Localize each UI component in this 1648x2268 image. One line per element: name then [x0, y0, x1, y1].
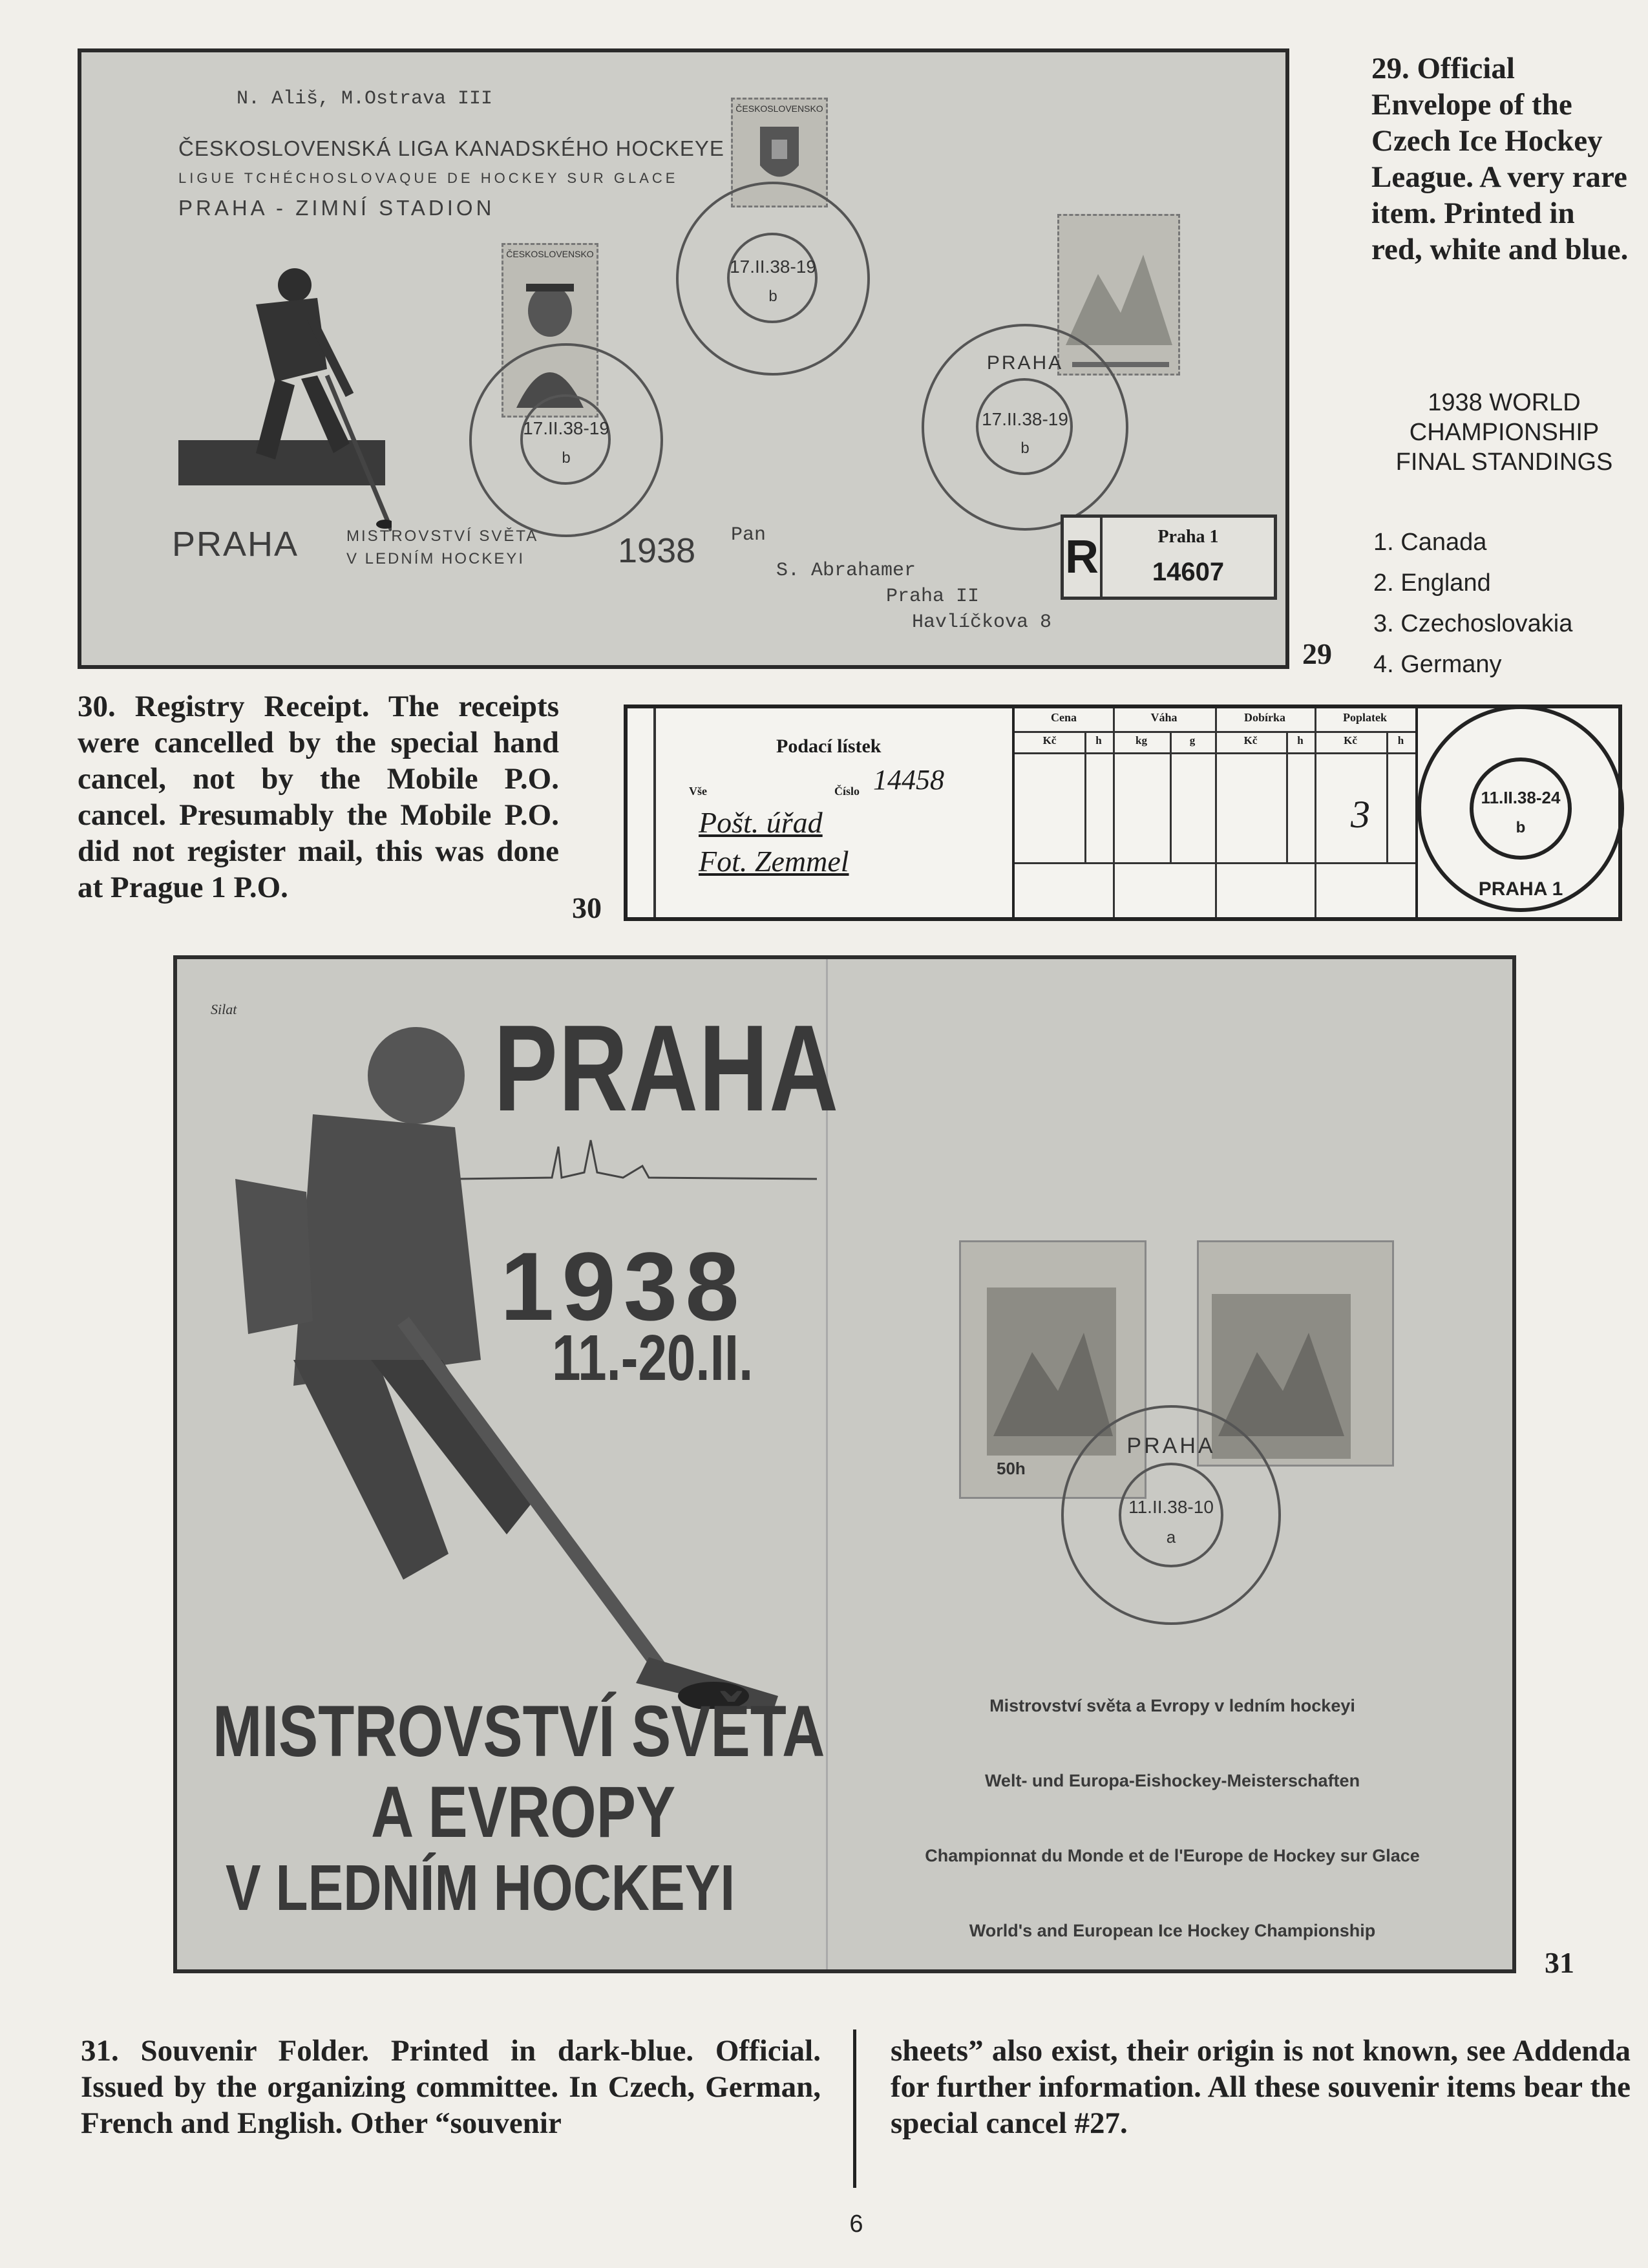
poster-city: PRAHA: [494, 1000, 840, 1137]
poster-year: 1938: [500, 1232, 747, 1341]
receipt-subheader: h: [1297, 734, 1304, 747]
column-divider: [853, 2030, 856, 2188]
folder-line-czech: Mistrovství světa a Evropy v ledním hockeyi: [989, 1696, 1355, 1715]
folder-line-english: World's and European Ice Hockey Championship: [969, 1921, 1376, 1940]
envelope-year: 1938: [618, 531, 696, 570]
receipt-subheader: g: [1189, 734, 1196, 747]
receipt-title: Podací lístek: [776, 736, 882, 757]
souvenir-special-cancel: PRAHA 11.II.38-10 a: [1061, 1405, 1281, 1625]
envelope-league-cz: ČESKOSLOVENSKÁ LIGA KANADSKÉHO HOCKEYE: [178, 136, 724, 160]
envelope-event-line2: V LEDNÍM HOCKEYI: [346, 550, 525, 567]
standings-item: 4. Germany: [1373, 651, 1502, 678]
figure-number-30: 30: [572, 891, 602, 924]
receipt-line1: Pošt. úřad: [699, 806, 823, 839]
figure-number-29: 29: [1302, 637, 1332, 670]
stamp-coat-of-arms: ČESKOSLOVENSKO: [731, 98, 828, 207]
receipt-header: Váha: [1150, 711, 1178, 724]
envelope-image-29: [78, 48, 1289, 669]
poster-title-line2: A EVROPY: [371, 1772, 676, 1852]
receipt-header: Dobírka: [1243, 711, 1285, 724]
receipt-subheader: Kč: [1243, 734, 1258, 747]
receipt-label-number: Číslo: [834, 785, 860, 798]
receipt-header: Poplatek: [1342, 711, 1387, 724]
special-cancel-2: 17.II.38-19 b: [469, 343, 663, 537]
standings-item: 2. England: [1373, 569, 1491, 597]
envelope-sender: N. Ališ, M.Ostrava III: [237, 88, 493, 110]
standings-list: [1373, 522, 1572, 685]
registration-number: 14607: [1152, 558, 1225, 586]
receipt-number-written: 14458: [873, 764, 944, 796]
receipt-cancel: 11.II.38-24 b PRAHA 1: [1417, 705, 1624, 912]
folder-line-german: Welt- und Europa-Eishockey-Meisterschaften: [984, 1771, 1360, 1790]
poster-dates: 11.-20.II.: [552, 1322, 754, 1394]
page-number: 6: [849, 2210, 863, 2238]
registry-receipt-image-30: [624, 705, 1622, 921]
caption-30: 30. Registry Receipt. The receipts were cancelled by the special hand cancel, not by the Mobile P.O. cancel. Presumably the Mobile P.O. did not register mail, this was done at Prague 1 P.O.: [78, 690, 559, 904]
registration-label: [1061, 514, 1277, 600]
receipt-fee-grid: [1012, 708, 1418, 917]
registration-mark: R: [1064, 518, 1103, 597]
standings-title: 1938 WORLD CHAMPIONSHIP FINAL STANDINGS: [1395, 389, 1613, 476]
receipt-subheader: Kč: [1042, 734, 1057, 747]
envelope-city: PRAHA: [172, 525, 299, 564]
stamp-portrait: ČESKOSLOVENSKO: [502, 243, 598, 418]
receipt-header: Cena: [1051, 711, 1077, 724]
addressee-title: Pan: [731, 524, 766, 546]
poster-title-line3: V LEDNÍM HOCKEYI: [226, 1852, 735, 1924]
hockey-player-illustration: [178, 246, 392, 537]
receipt-subheader: Kč: [1344, 734, 1357, 747]
poster-title-line1: MISTROVSTVÍ SVĚTA: [213, 1691, 825, 1772]
receipt-subheader: h: [1095, 734, 1102, 747]
special-cancel-3: PRAHA 17.II.38-19 b: [922, 324, 1128, 531]
addressee-street: Havlíčkova 8: [912, 611, 1052, 633]
caption-31-left: 31. Souvenir Folder. Printed in dark-blue. Official. Issued by the organizing committee. In Czech, German, French and English. Other “souvenir: [81, 2034, 821, 2140]
registration-office: Praha 1: [1157, 527, 1219, 547]
addressee-city: Praha II: [886, 586, 980, 608]
envelope-event-line1: MISTROVSTVÍ SVĚTA: [346, 527, 539, 545]
addressee-name: S. Abrahamer: [776, 560, 916, 582]
caption-31-right: sheets” also exist, their origin is not known, see Addenda for further information. All these souvenir items bear the special cancel #27.: [891, 2034, 1631, 2140]
receipt-line2: Fot. Zemmel: [699, 845, 849, 878]
figure-number-31: 31: [1545, 1946, 1574, 1979]
receipt-fee: 3: [1351, 793, 1370, 836]
caption-29: 29. Official Envelope of the Czech Ice Hockey League. A very rare item. Printed in red, white and blue.: [1371, 52, 1629, 266]
envelope-league-fr: LIGUE TCHÉCHOSLOVAQUE DE HOCKEY SUR GLACE: [178, 170, 679, 186]
poster-signature: Silat: [211, 1001, 237, 1017]
special-cancel-1: 17.II.38-19 b: [676, 182, 870, 376]
receipt-label-to: Vše: [689, 785, 707, 798]
standings-item: 1. Canada: [1373, 529, 1487, 556]
folder-line-french: Championnat du Monde et de l'Europe de Hockey sur Glace: [925, 1846, 1420, 1865]
envelope-venue: PRAHA - ZIMNÍ STADION: [178, 196, 495, 220]
receipt-subheader: h: [1397, 734, 1404, 747]
receipt-subheader: kg: [1136, 734, 1147, 747]
hockey-player-poster-illustration: [209, 998, 823, 1709]
souvenir-stamp-1: 50h: [959, 1240, 1146, 1499]
standings-item: 3. Czechoslovakia: [1373, 610, 1573, 637]
souvenir-folder-image-31: [173, 955, 1516, 1973]
